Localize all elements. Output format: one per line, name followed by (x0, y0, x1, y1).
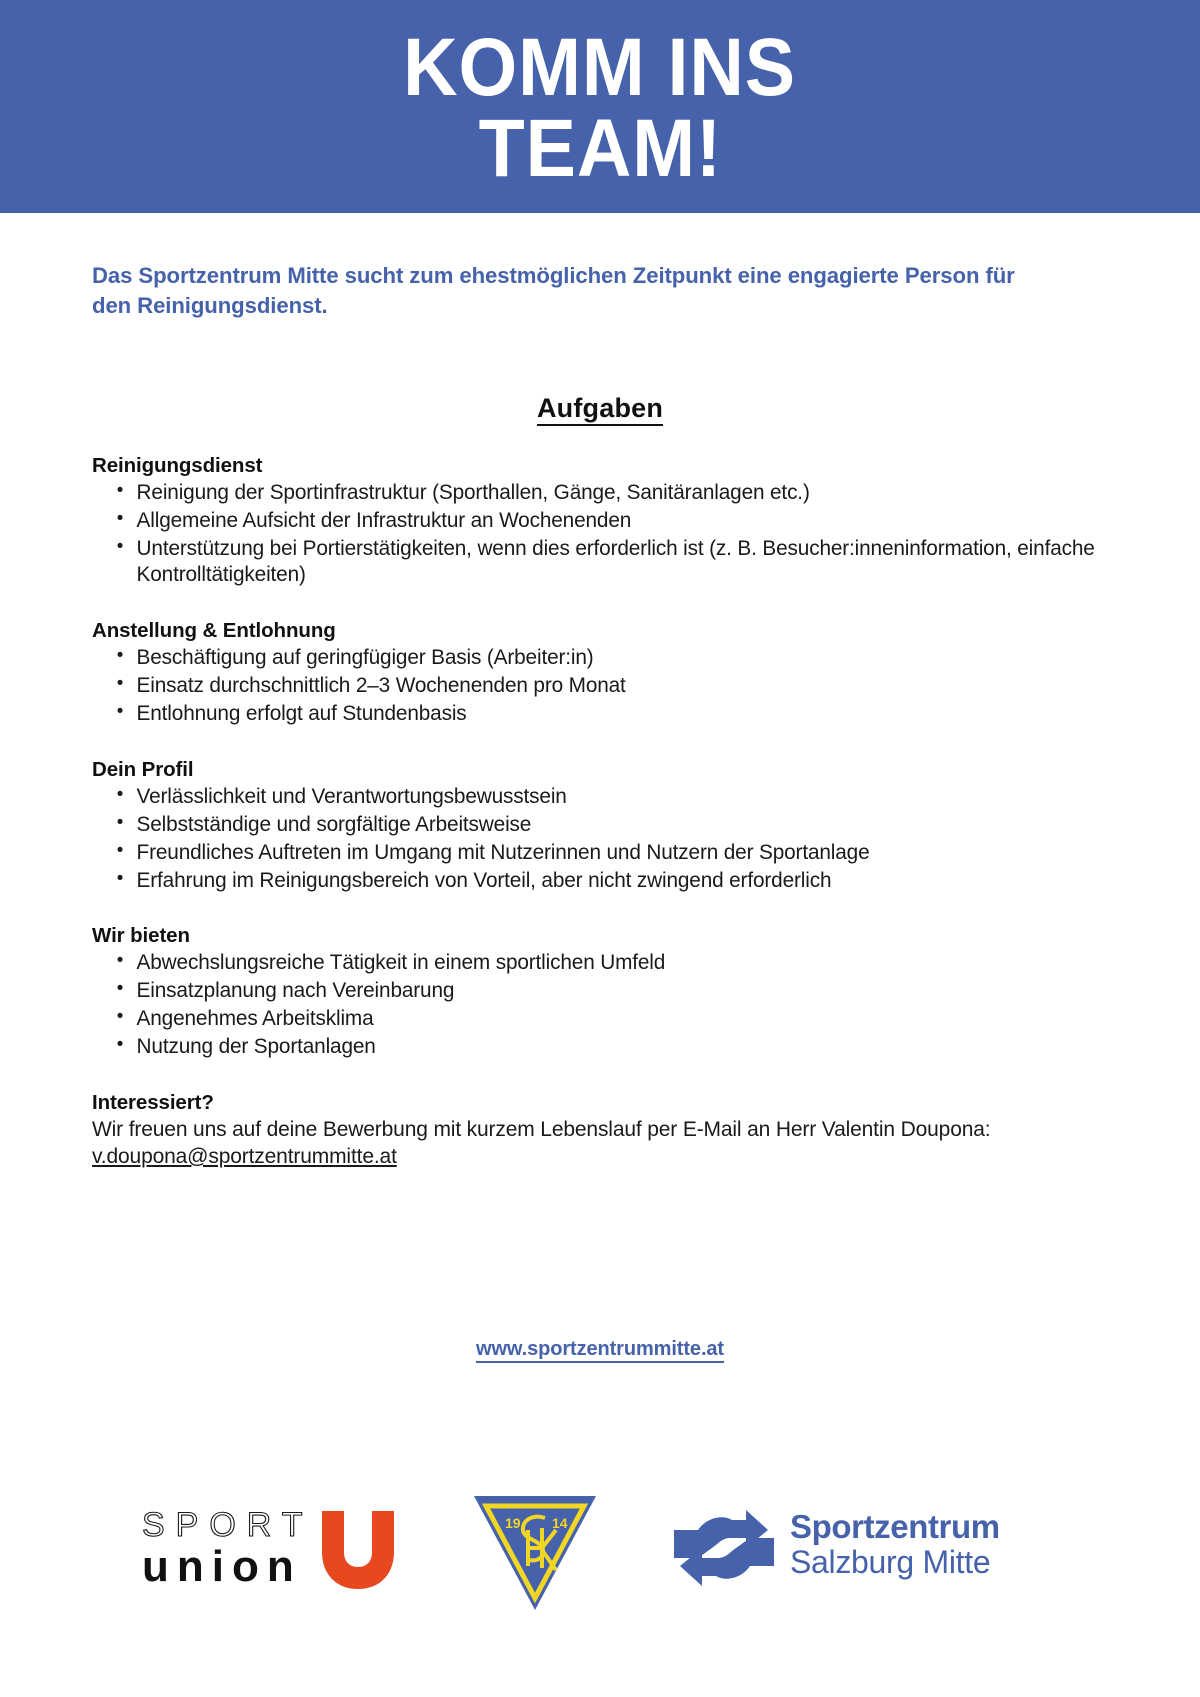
list-item: • Reinigung der Sportinfrastruktur (Sporthallen, Gänge, Sanitäranlagen etc.) (92, 480, 1098, 507)
list-item: • Erfahrung im Reinigungsbereich von Vorteil, aber nicht zwingend erforderlich (92, 868, 1098, 895)
sportunion-word-bottom: union (142, 1542, 302, 1591)
contact-heading: Interessiert? (92, 1090, 214, 1114)
list-item: • Einsatzplanung nach Vereinbarung (92, 978, 1098, 1005)
list-item: • Selbstständige und sorgfältige Arbeitsweise (92, 812, 1098, 839)
list-item: • Angenehmes Arbeitsklima (92, 1006, 1098, 1033)
section-list (92, 950, 1108, 1061)
sportunion-u-icon (318, 1509, 398, 1589)
list-item: • Beschäftigung auf geringfügiger Basis (Arbeiter:in) (92, 645, 1098, 672)
page-title-text: Aufgaben (537, 393, 663, 426)
list-item: • Einsatz durchschnittlich 2–3 Wochenenden pro Monat (92, 673, 1098, 700)
section-anstellung-entlohnung (92, 619, 1108, 728)
sportzentrum-line2: Salzburg Mitte (790, 1543, 991, 1580)
section-interessiert (92, 1091, 1108, 1171)
section-list (92, 480, 1108, 590)
section-wir-bieten (92, 924, 1108, 1061)
list-item: • Unterstützung bei Portierstätigkeiten, wenn dies erforderlich ist (z. B. Besucher:inneninformation, einfache Kontrolltätigkeiten) (92, 536, 1098, 590)
sportzentrum-line1: Sportzentrum (790, 1508, 1000, 1545)
section-heading: Dein Profil (92, 757, 194, 781)
page-title (92, 393, 1108, 424)
handshake-icon (672, 1508, 776, 1588)
banner-title-line1: KOMM INS (403, 22, 797, 114)
section-list (92, 645, 1108, 728)
section-heading: Reinigungsdienst (92, 453, 263, 477)
sportunion-logo (142, 1504, 397, 1596)
list-item: • Nutzung der Sportanlagen (92, 1034, 1098, 1061)
sportzentrum-logo-text (790, 1510, 1000, 1581)
sportunion-word-top: SPORT (142, 1506, 314, 1544)
sak-year-right: 14 (552, 1515, 568, 1531)
header-banner (0, 0, 1200, 213)
list-item: • Allgemeine Aufsicht der Infrastruktur an Wochenenden (92, 508, 1098, 535)
website-url-text: www.sportzentrummitte.at (476, 1338, 724, 1363)
section-heading: Anstellung & Entlohnung (92, 619, 336, 643)
list-item: • Entlohnung erfolgt auf Stundenbasis (92, 701, 1098, 728)
contact-text: Wir freuen uns auf deine Bewerbung mit kurzem Lebenslauf per E-Mail an Herr Valentin Doupona: (92, 1117, 991, 1141)
document-content (0, 261, 1200, 1171)
sportzentrum-logo (672, 1500, 1072, 1600)
contact-email-link[interactable]: v.doupona@sportzentrummitte.at (92, 1144, 397, 1168)
list-item: • Verlässlichkeit und Verantwortungsbewusstsein (92, 784, 1098, 811)
section-dein-profil (92, 758, 1108, 895)
contact-paragraph (92, 1117, 1022, 1171)
sak-year-left: 19 (505, 1515, 521, 1531)
website-url[interactable] (0, 1338, 1200, 1361)
list-item: • Abwechslungsreiche Tätigkeit in einem sportlichen Umfeld (92, 950, 1098, 977)
banner-title-line2: TEAM! (478, 102, 722, 194)
intro-paragraph: Das Sportzentrum Mitte sucht zum ehestmöglichen Zeitpunkt eine engagierte Person für den Reinigungsdienst. (92, 263, 1015, 318)
section-reinigungsdienst (92, 454, 1108, 590)
footer-logos (0, 1482, 1200, 1632)
section-list (92, 784, 1108, 895)
list-item: • Freundliches Auftreten im Umgang mit Nutzerinnen und Nutzern der Sportanlage (92, 840, 1098, 867)
section-heading: Wir bieten (92, 924, 190, 948)
sak-badge-logo (470, 1490, 600, 1615)
